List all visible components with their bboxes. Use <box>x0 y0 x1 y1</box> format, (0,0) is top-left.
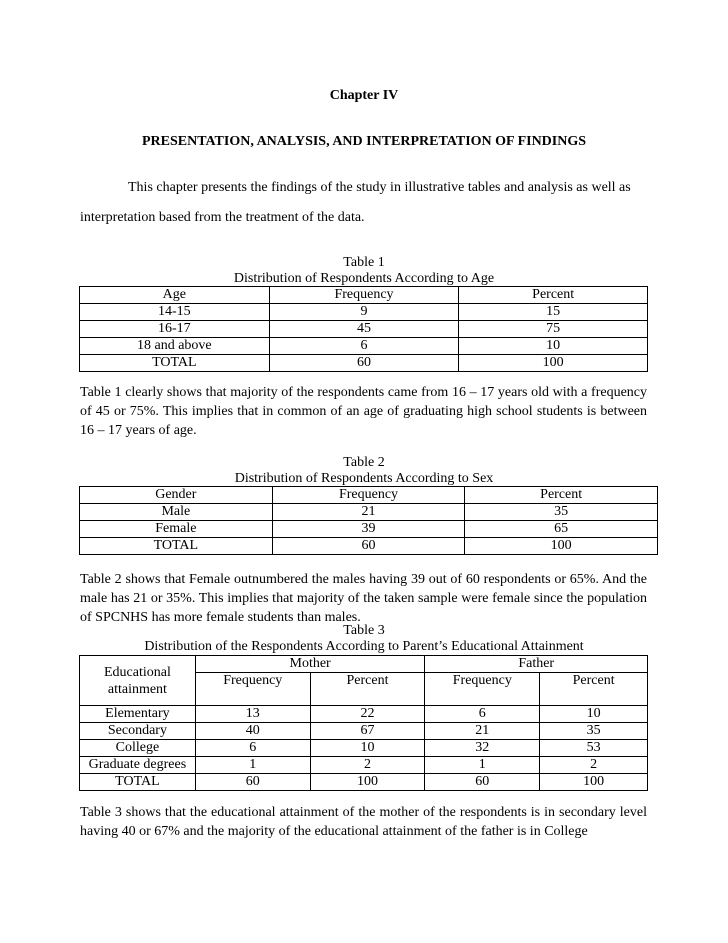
table3-analysis: Table 3 shows that the educational attainment of the mother of the respondents is in secondary level having 40 or 67% and the majority of the educational attainment of the father is in College <box>80 805 647 839</box>
table-cell: 1 <box>425 757 540 774</box>
table-header-row <box>80 487 658 504</box>
table-cell: 2 <box>310 757 425 774</box>
header-cell: Percent <box>459 287 648 304</box>
header-cell: Frequency <box>195 673 310 706</box>
table-cell: 65 <box>465 521 658 538</box>
header-cell: Frequency <box>272 487 465 504</box>
table-cell: 100 <box>459 355 648 372</box>
table-cell: 53 <box>540 740 648 757</box>
table-cell: 100 <box>310 774 425 791</box>
table-cell: Secondary <box>80 723 196 740</box>
table-cell: 45 <box>269 321 459 338</box>
table-row <box>80 740 648 757</box>
table-cell: 10 <box>459 338 648 355</box>
header-cell: Frequency <box>269 287 459 304</box>
table2-analysis: Table 2 shows that Female outnumbered the males having 39 out of 60 respondents or 65%. And the male has 21 or 35%. This implies that majority of the taken sample were female since the population of SPCNHS has more female students than males. <box>80 572 647 625</box>
table-cell: 1 <box>195 757 310 774</box>
table-row <box>80 723 648 740</box>
table-cell: 100 <box>540 774 648 791</box>
table-cell: 16-17 <box>80 321 270 338</box>
intro-line-2: interpretation based from the treatment of the data. <box>80 210 365 225</box>
table-cell: 60 <box>272 538 465 555</box>
table1-analysis: Table 1 clearly shows that majority of the respondents came from 16 – 17 years old with a frequency of 45 or 75%. This implies that in common of an age of graduating high school students is between 16 – 17 years of age. <box>80 385 647 438</box>
table2 <box>79 486 658 555</box>
table-cell: 6 <box>425 706 540 723</box>
chapter-title: Chapter IV <box>329 88 399 103</box>
table-row <box>80 355 648 372</box>
table-row <box>80 706 648 723</box>
table-row <box>80 538 658 555</box>
table-row <box>80 521 658 538</box>
table-row <box>80 774 648 791</box>
table-cell: 40 <box>195 723 310 740</box>
table-cell: 10 <box>540 706 648 723</box>
table-cell: Female <box>80 521 273 538</box>
table3-title: Distribution of the Respondents According to Parent’s Educational Attainment <box>144 639 584 654</box>
table-cell: Graduate degrees <box>80 757 196 774</box>
table-cell: 6 <box>269 338 459 355</box>
header-cell: Percent <box>310 673 425 706</box>
table-cell: 60 <box>425 774 540 791</box>
table1 <box>79 286 648 372</box>
table-cell: 32 <box>425 740 540 757</box>
table-cell: Male <box>80 504 273 521</box>
header-cell: Frequency <box>425 673 540 706</box>
table-cell: 39 <box>272 521 465 538</box>
group-header-mother: Mother <box>195 656 425 673</box>
table-header-row <box>80 656 648 673</box>
table-cell: 22 <box>310 706 425 723</box>
table-cell: Elementary <box>80 706 196 723</box>
table-cell: 60 <box>195 774 310 791</box>
group-header-father: Father <box>425 656 648 673</box>
header-cell: Age <box>80 287 270 304</box>
table1-label: Table 1 <box>343 255 385 270</box>
table3 <box>79 655 648 791</box>
table-cell: 35 <box>465 504 658 521</box>
table-row <box>80 504 658 521</box>
table1-title: Distribution of Respondents According to Age <box>233 271 495 286</box>
table-cell: 100 <box>465 538 658 555</box>
table-cell: 9 <box>269 304 459 321</box>
table-cell: 10 <box>310 740 425 757</box>
table-cell: 18 and above <box>80 338 270 355</box>
table-cell: TOTAL <box>80 538 273 555</box>
table-cell: TOTAL <box>80 355 270 372</box>
intro-line-1: This chapter presents the findings of the study in illustrative tables and analysis as well as <box>128 180 631 195</box>
table-cell: 75 <box>459 321 648 338</box>
header-cell: Percent <box>540 673 648 706</box>
table-cell: 35 <box>540 723 648 740</box>
table2-title: Distribution of Respondents According to Sex <box>234 471 494 486</box>
table-cell: 2 <box>540 757 648 774</box>
table-cell: TOTAL <box>80 774 196 791</box>
table-cell: College <box>80 740 196 757</box>
header-cell: Percent <box>465 487 658 504</box>
table-cell: 21 <box>272 504 465 521</box>
table-row <box>80 321 648 338</box>
table3-label: Table 3 <box>343 623 385 638</box>
header-cell: Gender <box>80 487 273 504</box>
table-cell: 67 <box>310 723 425 740</box>
table-cell: 14-15 <box>80 304 270 321</box>
chapter-heading: PRESENTATION, ANALYSIS, AND INTERPRETATION OF FINDINGS <box>141 134 587 149</box>
table-header-row <box>80 287 648 304</box>
table-cell: 6 <box>195 740 310 757</box>
table-row <box>80 304 648 321</box>
table-cell: 13 <box>195 706 310 723</box>
row-header-cell: Educational attainment <box>80 656 196 706</box>
table-cell: 60 <box>269 355 459 372</box>
table-cell: 15 <box>459 304 648 321</box>
table-row <box>80 338 648 355</box>
table2-label: Table 2 <box>343 455 385 470</box>
table-row <box>80 757 648 774</box>
table-cell: 21 <box>425 723 540 740</box>
